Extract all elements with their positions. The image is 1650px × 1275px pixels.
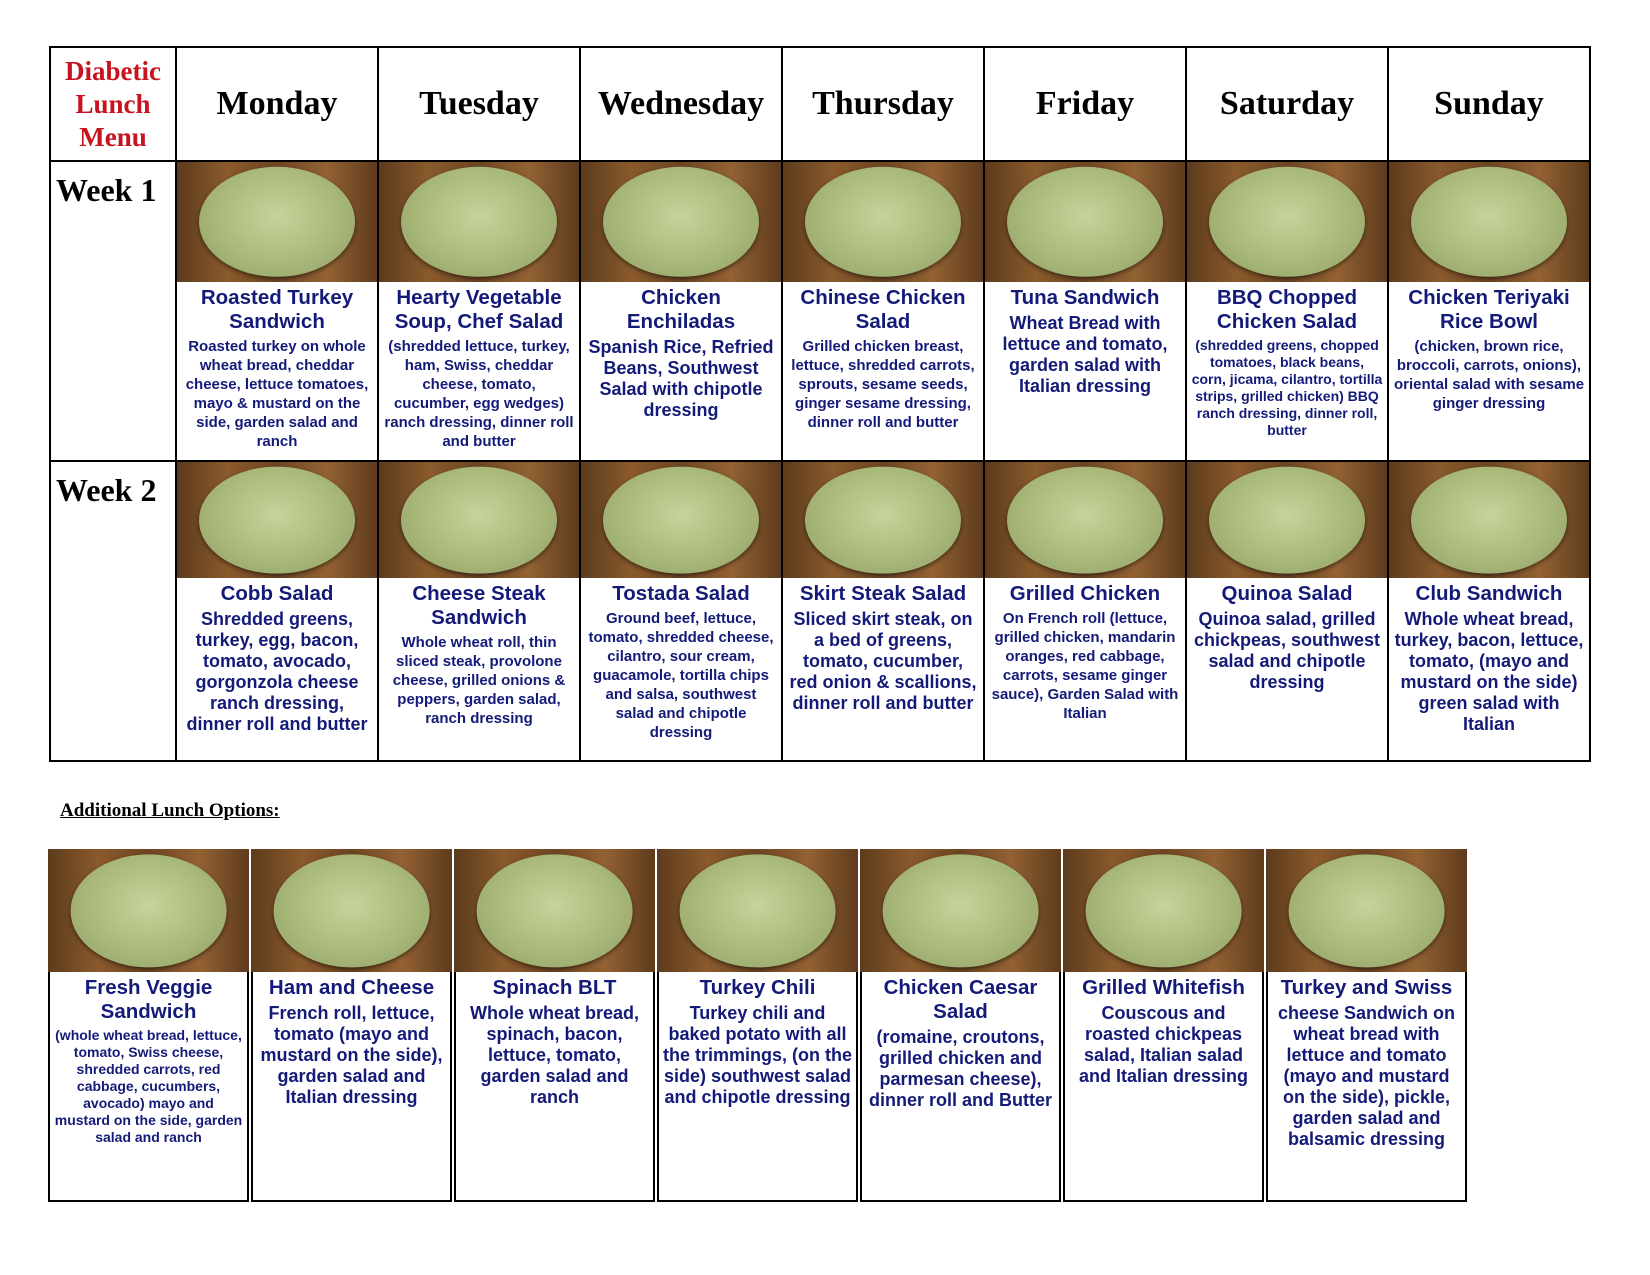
day-header-saturday: Saturday bbox=[1186, 47, 1388, 161]
meal-title: Fresh Veggie Sandwich bbox=[84, 976, 213, 1023]
meal-description: French roll, lettuce, tomato (mayo and mustard on the side), garden salad and Italian dressing bbox=[260, 1003, 443, 1107]
meal-title: Grilled Chicken bbox=[1009, 582, 1161, 605]
food-photo-icon bbox=[379, 462, 579, 578]
meal-description: Whole wheat bread, spinach, bacon, lettuce, tomato, garden salad and ranch bbox=[469, 1003, 640, 1107]
meal-description: Shredded greens, turkey, egg, bacon, tomato, avocado, gorgonzola cheese ranch dressing, dinner roll and butter bbox=[186, 609, 368, 734]
meal-description: Sliced skirt steak, on a bed of greens, tomato, cucumber, red onion & scallions, dinner roll and butter bbox=[789, 609, 977, 713]
meal-title: Grilled Whitefish bbox=[1082, 976, 1245, 999]
week-label: Week 2 bbox=[50, 461, 176, 761]
option-card bbox=[454, 849, 655, 1206]
option-card bbox=[1063, 849, 1264, 1206]
meal-title: Chicken Caesar Salad bbox=[883, 976, 1038, 1023]
meal-cell bbox=[580, 161, 782, 461]
meal-title: Turkey Chili bbox=[699, 976, 816, 999]
day-header-friday: Friday bbox=[984, 47, 1186, 161]
food-photo-icon bbox=[581, 462, 781, 578]
meal-description: Turkey chili and baked potato with all the trimmings, (on the side) southwest salad and chipotle dressing bbox=[663, 1003, 852, 1107]
day-header-sunday: Sunday bbox=[1388, 47, 1590, 161]
food-photo-icon bbox=[1389, 462, 1589, 578]
meal-description: (shredded greens, chopped tomatoes, black beans, corn, jicama, cilantro, tortilla strips, grilled chicken) BBQ ranch dressing, dinner roll, butter bbox=[1191, 337, 1383, 438]
meal-cell bbox=[378, 461, 580, 761]
meal-title: Spinach BLT bbox=[492, 976, 617, 999]
meal-title: BBQ Chopped Chicken Salad bbox=[1216, 286, 1358, 333]
food-photo-icon bbox=[251, 849, 452, 972]
meal-title: Skirt Steak Salad bbox=[799, 582, 967, 605]
menu-title: Diabetic Lunch Menu bbox=[50, 47, 176, 161]
food-photo-icon bbox=[657, 849, 858, 972]
day-header-monday: Monday bbox=[176, 47, 378, 161]
menu-table bbox=[49, 46, 1591, 762]
meal-description: (romaine, croutons, grilled chicken and parmesan cheese), dinner roll and Butter bbox=[868, 1027, 1052, 1110]
day-header-wednesday: Wednesday bbox=[580, 47, 782, 161]
meal-description: Quinoa salad, grilled chickpeas, southwest salad and chipotle dressing bbox=[1193, 609, 1381, 692]
meal-cell bbox=[782, 161, 984, 461]
option-card bbox=[860, 849, 1061, 1206]
food-photo-icon bbox=[1063, 849, 1264, 972]
meal-title: Tuna Sandwich bbox=[1010, 286, 1160, 309]
meal-cell bbox=[580, 461, 782, 761]
food-photo-icon bbox=[177, 162, 377, 282]
meal-cell bbox=[1388, 161, 1590, 461]
food-photo-icon bbox=[985, 462, 1185, 578]
food-photo-icon bbox=[1266, 849, 1467, 972]
meal-title: Cheese Steak Sandwich bbox=[412, 582, 546, 629]
food-photo-icon bbox=[454, 849, 655, 972]
meal-description: Spanish Rice, Refried Beans, Southwest Salad with chipotle dressing bbox=[588, 337, 774, 420]
meal-description: Ground beef, lettuce, tomato, shredded cheese, cilantro, sour cream, guacamole, tortilla chips and salsa, southwest salad and chipotle dressing bbox=[588, 610, 774, 741]
food-photo-icon bbox=[1187, 162, 1387, 282]
meal-title: Ham and Cheese bbox=[268, 976, 435, 999]
meal-title: Roasted Turkey Sandwich bbox=[200, 286, 354, 333]
option-card bbox=[657, 849, 858, 1206]
meal-description: Grilled chicken breast, lettuce, shredded carrots, sprouts, sesame seeds, ginger sesame dressing, dinner roll and butter bbox=[791, 338, 975, 431]
meal-description: Roasted turkey on whole wheat bread, cheddar cheese, lettuce tomatoes, mayo & mustard on the side, garden salad and ranch bbox=[185, 338, 369, 450]
header-row bbox=[50, 47, 1590, 161]
meal-title: Cobb Salad bbox=[220, 582, 334, 605]
meal-description: cheese Sandwich on wheat bread with lettuce and tomato (mayo and mustard on the side), pickle, garden salad and balsamic dressing bbox=[1277, 1003, 1456, 1149]
meal-title: Chinese Chicken Salad bbox=[800, 286, 966, 333]
food-photo-icon bbox=[1187, 462, 1387, 578]
food-photo-icon bbox=[177, 462, 377, 578]
option-card bbox=[251, 849, 452, 1206]
food-photo-icon bbox=[379, 162, 579, 282]
meal-cell bbox=[176, 461, 378, 761]
food-photo-icon bbox=[783, 462, 983, 578]
food-photo-icon bbox=[581, 162, 781, 282]
meal-description: Whole wheat bread, turkey, bacon, lettuce, tomato, (mayo and mustard on the side) green salad with Italian bbox=[1394, 609, 1584, 734]
day-header-tuesday: Tuesday bbox=[378, 47, 580, 161]
meal-title: Chicken Teriyaki Rice Bowl bbox=[1408, 286, 1570, 333]
meal-title: Tostada Salad bbox=[612, 582, 750, 605]
week-row bbox=[50, 461, 1590, 761]
day-header-thursday: Thursday bbox=[782, 47, 984, 161]
meal-title: Club Sandwich bbox=[1415, 582, 1563, 605]
meal-title: Chicken Enchiladas bbox=[626, 286, 736, 333]
meal-title: Turkey and Swiss bbox=[1280, 976, 1453, 999]
week-row bbox=[50, 161, 1590, 461]
food-photo-icon bbox=[985, 162, 1185, 282]
meal-title: Quinoa Salad bbox=[1221, 582, 1353, 605]
food-photo-icon bbox=[48, 849, 249, 972]
option-card bbox=[48, 849, 249, 1206]
meal-cell bbox=[1186, 461, 1388, 761]
meal-cell bbox=[984, 161, 1186, 461]
meal-description: (shredded lettuce, turkey, ham, Swiss, cheddar cheese, tomato, cucumber, egg wedges) ranch dressing, dinner roll and butter bbox=[384, 338, 574, 450]
meal-description: Whole wheat roll, thin sliced steak, provolone cheese, grilled onions & peppers, garden salad, ranch dressing bbox=[392, 634, 566, 727]
food-photo-icon bbox=[860, 849, 1061, 972]
meal-title: Hearty Vegetable Soup, Chef Salad bbox=[394, 286, 564, 333]
meal-cell bbox=[984, 461, 1186, 761]
meal-cell bbox=[782, 461, 984, 761]
additional-options-heading: Additional Lunch Options: bbox=[60, 800, 280, 821]
week-label: Week 1 bbox=[50, 161, 176, 461]
meal-cell bbox=[1388, 461, 1590, 761]
meal-cell bbox=[176, 161, 378, 461]
meal-description: On French roll (lettuce, grilled chicken, mandarin oranges, red cabbage, carrots, sesame ginger sauce), Garden Salad with Italian bbox=[991, 610, 1179, 722]
additional-options bbox=[48, 849, 1469, 1206]
meal-description: Wheat Bread with lettuce and tomato, garden salad with Italian dressing bbox=[1002, 313, 1168, 396]
meal-description: (whole wheat bread, lettuce, tomato, Swiss cheese, shredded carrots, red cabbage, cucumbers, avocado) mayo and mustard on the side, garden salad and ranch bbox=[54, 1027, 243, 1145]
option-card bbox=[1266, 849, 1467, 1206]
meal-cell bbox=[1186, 161, 1388, 461]
meal-description: Couscous and roasted chickpeas salad, Italian salad and Italian dressing bbox=[1078, 1003, 1249, 1086]
meal-cell bbox=[378, 161, 580, 461]
meal-description: (chicken, brown rice, broccoli, carrots, onions), oriental salad with sesame ginger dressing bbox=[1393, 338, 1585, 412]
food-photo-icon bbox=[1389, 162, 1589, 282]
food-photo-icon bbox=[783, 162, 983, 282]
